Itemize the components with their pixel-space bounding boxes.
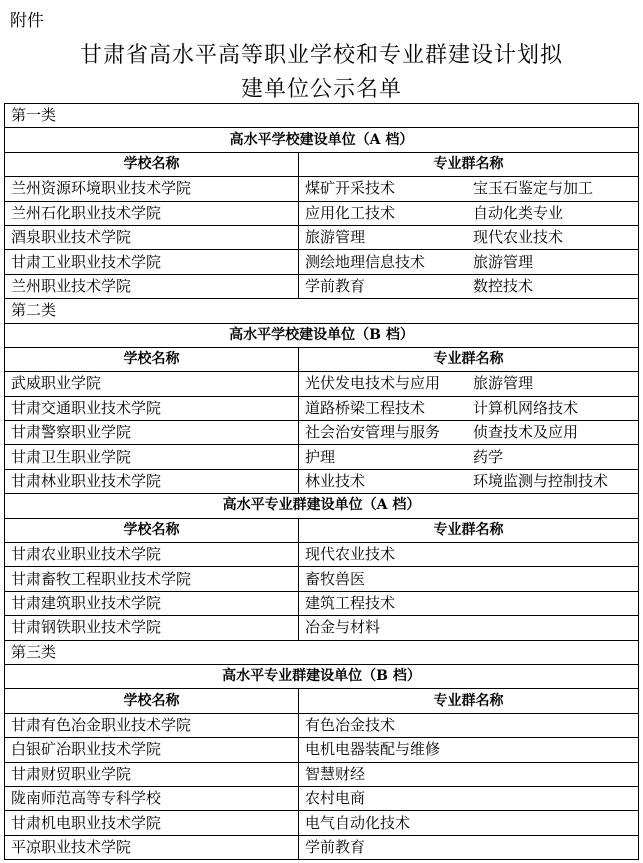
school-name: 平凉职业技术学院 [5, 835, 299, 859]
table-row [5, 445, 639, 469]
major-group-name: 现代农业技术 [473, 228, 564, 247]
major-group-name: 光伏发电技术与应用 [305, 374, 441, 393]
category-row [5, 299, 639, 323]
major-group-name: 有色冶金技术 [305, 715, 396, 734]
major-groups-cell [299, 616, 639, 640]
unit-list-table [4, 103, 639, 860]
subsection-row [5, 494, 639, 518]
major-group-name: 计算机网络技术 [473, 398, 579, 417]
major-group-name: 畜牧兽医 [305, 569, 366, 588]
school-name: 甘肃财贸职业学院 [5, 762, 299, 786]
subsection-title: 高水平学校建设单位（B 档） [5, 323, 639, 347]
school-name: 兰州资源环境职业技术学院 [5, 177, 299, 201]
table-row [5, 421, 639, 445]
major-group-name: 现代农业技术 [305, 545, 396, 564]
major-group-name: 数控技术 [473, 276, 534, 295]
major-groups-cell [299, 591, 639, 615]
major-groups-cell [299, 738, 639, 762]
table-row [5, 396, 639, 420]
category-label: 第一类 [5, 104, 639, 128]
major-groups-cell [299, 835, 639, 859]
category-label: 第三类 [5, 640, 639, 664]
table-row [5, 567, 639, 591]
column-header-row [5, 518, 639, 542]
major-group-name: 旅游管理 [473, 252, 534, 271]
school-name-header: 学校名称 [5, 689, 299, 713]
school-name: 甘肃工业职业技术学院 [5, 250, 299, 274]
document-title-line2: 建单位公示名单 [240, 77, 402, 102]
major-group-name: 学前教育 [305, 837, 366, 856]
school-name: 甘肃畜牧工程职业技术学院 [5, 567, 299, 591]
major-group-name: 智慧财经 [305, 764, 366, 783]
attachment-label: 附件 [10, 11, 44, 31]
table-row [5, 811, 639, 835]
major-group-name: 学前教育 [305, 276, 366, 295]
school-name: 白银矿冶职业技术学院 [5, 738, 299, 762]
major-group-name: 护理 [305, 447, 336, 466]
subsection-title: 高水平专业群建设单位（B 档） [5, 664, 639, 688]
table-row [5, 225, 639, 249]
major-groups-cell [299, 396, 639, 420]
subsection-row [5, 664, 639, 688]
major-group-name: 建筑工程技术 [305, 594, 396, 612]
major-group-name: 侦查技术及应用 [473, 423, 579, 442]
major-groups-cell [299, 445, 639, 469]
major-groups-cell [299, 274, 639, 298]
table-row [5, 786, 639, 810]
table-row [5, 616, 639, 640]
school-name: 甘肃有色冶金职业技术学院 [5, 713, 299, 737]
major-groups-cell [299, 250, 639, 274]
major-group-header: 专业群名称 [299, 152, 639, 176]
major-group-name: 旅游管理 [473, 374, 534, 393]
school-name: 甘肃建筑职业技术学院 [5, 591, 299, 615]
table-row [5, 201, 639, 225]
table-row [5, 469, 639, 493]
school-name: 酒泉职业技术学院 [5, 225, 299, 249]
major-groups-cell [299, 421, 639, 445]
school-name: 武威职业学院 [5, 372, 299, 396]
major-groups-cell [299, 225, 639, 249]
major-group-name: 林业技术 [305, 472, 366, 491]
major-groups-cell [299, 762, 639, 786]
major-groups-cell [299, 372, 639, 396]
major-group-name: 宝玉石鉴定与加工 [473, 179, 594, 198]
major-group-header: 专业群名称 [299, 518, 639, 542]
table-row [5, 250, 639, 274]
subsection-title: 高水平专业群建设单位（A 档） [5, 494, 639, 518]
major-group-name: 社会治安管理与服务 [305, 423, 441, 442]
major-groups-cell [299, 811, 639, 835]
school-name-header: 学校名称 [5, 518, 299, 542]
major-groups-cell [299, 543, 639, 567]
major-groups-cell [299, 201, 639, 225]
major-group-name: 环境监测与控制技术 [473, 472, 609, 491]
table-row [5, 543, 639, 567]
subsection-row [5, 128, 639, 152]
school-name: 甘肃农业职业技术学院 [5, 543, 299, 567]
school-name: 甘肃机电职业技术学院 [5, 811, 299, 835]
column-header-row [5, 152, 639, 176]
school-name: 兰州职业技术学院 [5, 274, 299, 298]
table-row [5, 738, 639, 762]
table-row [5, 762, 639, 786]
major-groups-cell [299, 786, 639, 810]
major-group-name: 应用化工技术 [305, 203, 396, 222]
table-row [5, 713, 639, 737]
table-row [5, 372, 639, 396]
category-row [5, 640, 639, 664]
column-header-row [5, 347, 639, 371]
major-group-name: 煤矿开采技术 [305, 179, 396, 198]
category-label: 第二类 [5, 299, 639, 323]
school-name: 甘肃警察职业学院 [5, 421, 299, 445]
subsection-title: 高水平学校建设单位（A 档） [5, 128, 639, 152]
major-group-name: 药学 [473, 447, 504, 466]
major-group-name: 冶金与材料 [305, 618, 381, 637]
school-name: 甘肃交通职业技术学院 [5, 396, 299, 420]
document-title-line1: 甘肃省高水平高等职业学校和专业群建设计划拟 [79, 43, 563, 68]
table-row [5, 274, 639, 298]
major-groups-cell [299, 567, 639, 591]
school-name: 甘肃钢铁职业技术学院 [5, 616, 299, 640]
major-groups-cell [299, 713, 639, 737]
subsection-row [5, 323, 639, 347]
major-group-name: 电气自动化技术 [305, 813, 411, 832]
major-group-name: 自动化类专业 [473, 203, 564, 222]
major-group-header: 专业群名称 [299, 689, 639, 713]
major-groups-cell [299, 469, 639, 493]
table-row [5, 835, 639, 859]
major-group-name: 电机电器装配与维修 [305, 740, 441, 759]
major-group-name: 测绘地理信息技术 [305, 252, 426, 271]
school-name: 陇南师范高等专科学校 [5, 786, 299, 810]
column-header-row [5, 689, 639, 713]
school-name-header: 学校名称 [5, 152, 299, 176]
major-group-name: 农村电商 [305, 789, 366, 808]
major-group-name: 道路桥梁工程技术 [305, 398, 426, 417]
major-group-header: 专业群名称 [299, 347, 639, 371]
school-name: 兰州石化职业技术学院 [5, 201, 299, 225]
table-row [5, 177, 639, 201]
table-row [5, 591, 639, 615]
category-row [5, 104, 639, 128]
school-name: 甘肃林业职业技术学院 [5, 469, 299, 493]
school-name: 甘肃卫生职业学院 [5, 445, 299, 469]
major-groups-cell [299, 177, 639, 201]
school-name-header: 学校名称 [5, 347, 299, 371]
major-group-name: 旅游管理 [305, 228, 366, 247]
